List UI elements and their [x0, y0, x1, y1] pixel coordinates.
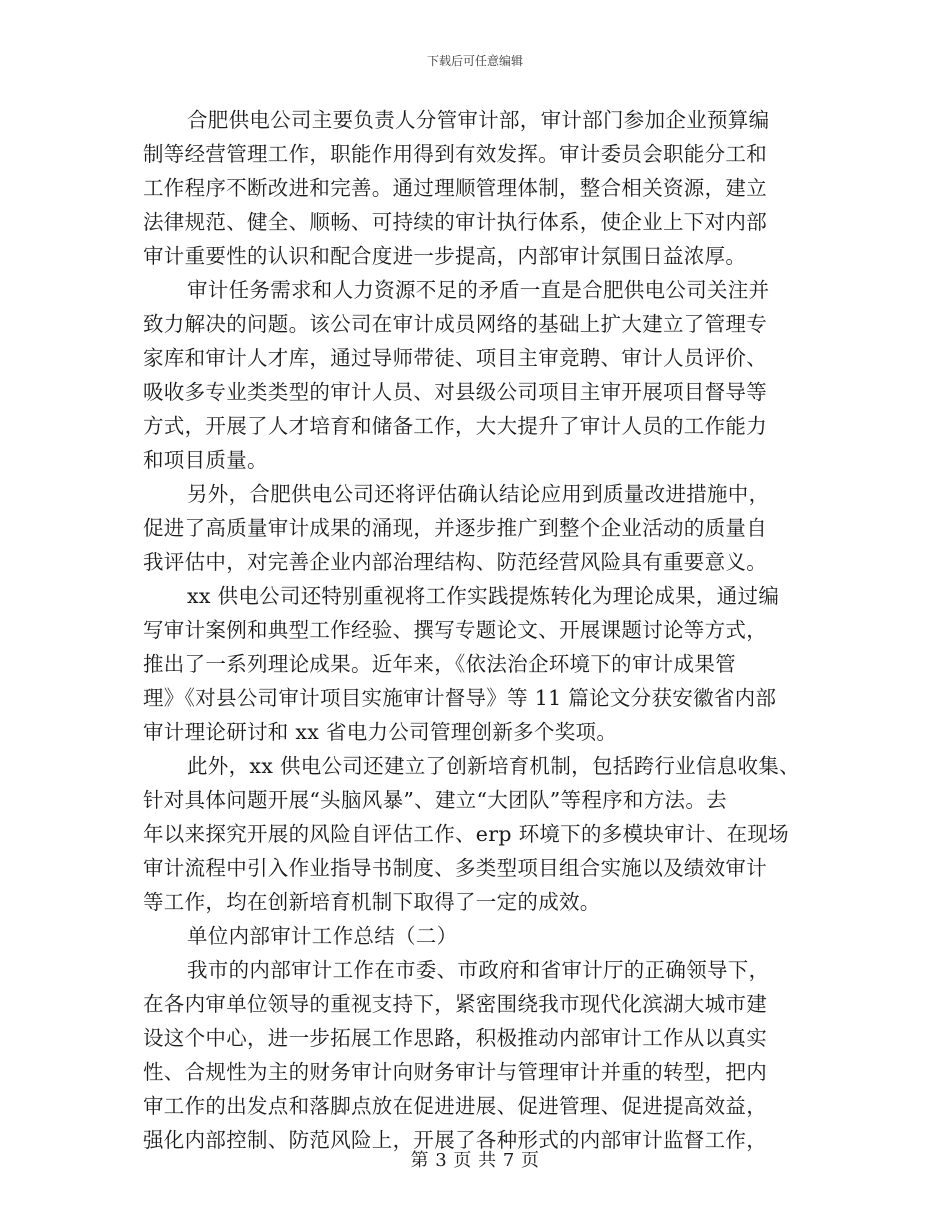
document-body: [143, 103, 808, 1157]
paragraph-line: 我评估中，对完善企业内部治理结构、防范经营风险具有重要意义。: [143, 550, 767, 574]
paragraph-line: 年以来探究开展的风险自评估工作、erp 环境下的多模块审计、在现场: [143, 822, 789, 846]
paragraph-line: 审工作的出发点和落脚点放在促进进展、促进管理、促进提高效益，: [143, 1094, 767, 1118]
paragraph-line: 家库和审计人才库，通过导师带徒、项目主审竞聘、审计人员评价、: [143, 346, 767, 370]
paragraph-line: 等工作，均在创新培育机制下取得了一定的成效。: [143, 890, 601, 914]
paragraph-line: 针对具体问题开展“头脑风暴”、建立“大团队”等程序和方法。去: [143, 788, 727, 812]
paragraph-line: 写审计案例和典型工作经验、撰写专题论文、开展课题讨论等方式，: [143, 618, 767, 642]
paragraph-line: 促进了高质量审计成果的涌现，并逐步推广到整个企业活动的质量自: [143, 516, 767, 540]
paragraph-first-line: 审计任务需求和人力资源不足的矛盾一直是合肥供电公司关注并: [187, 278, 770, 302]
paragraph-first-line: 我市的内部审计工作在市委、市政府和省审计厅的正确领导下，: [187, 958, 770, 982]
paragraph-line: 强化内部控制、防范风险上，开展了各种形式的内部审计监督工作，: [143, 1128, 767, 1152]
paragraph-line: 审计流程中引入作业指导书制度、多类型项目组合实施以及绩效审计: [143, 856, 767, 880]
paragraph-first-line: 合肥供电公司主要负责人分管审计部，审计部门参加企业预算编: [187, 108, 770, 132]
paragraph-first-line: 另外，合肥供电公司还将评估确认结论应用到质量改进措施中，: [187, 482, 770, 506]
paragraph-line: 法律规范、健全、顺畅、可持续的审计执行体系，使企业上下对内部: [143, 210, 767, 234]
paragraph-line: 制等经营管理工作，职能作用得到有效发挥。审计委员会职能分工和: [143, 142, 767, 166]
paragraph-line: 设这个中心，进一步拓展工作思路，积极推动内部审计工作从以真实: [143, 1026, 767, 1050]
paragraph-first-line: 此外，xx 供电公司还建立了创新培育机制，包括跨行业信息收集、: [187, 754, 800, 778]
paragraph-line: 致力解决的问题。该公司在审计成员网络的基础上扩大建立了管理专: [143, 312, 767, 336]
paragraph-line: 在各内审单位领导的重视支持下，紧密围绕我市现代化滨湖大城市建: [143, 992, 767, 1016]
paragraph-line: 审计重要性的认识和配合度进一步提高，内部审计氛围日益浓厚。: [143, 244, 747, 268]
paragraph-line: 吸收多专业类类型的审计人员、对县级公司项目主审开展项目督导等: [143, 380, 767, 404]
paragraph-first-line: 单位内部审计工作总结（二）: [187, 924, 458, 948]
paragraph-line: 和项目质量。: [143, 448, 268, 472]
paragraph-line: 工作程序不断改进和完善。通过理顺管理体制，整合相关资源，建立: [143, 176, 767, 200]
paragraph-line: 方式，开展了人才培育和储备工作，大大提升了审计人员的工作能力: [143, 414, 767, 438]
paragraph-line: 性、合规性为主的财务审计向财务审计与管理审计并重的转型，把内: [143, 1060, 767, 1084]
paragraph-line: 审计理论研讨和 xx 省电力公司管理创新多个奖项。: [143, 720, 618, 744]
paragraph-first-line: xx 供电公司还特别重视将工作实践提炼转化为理论成果，通过编: [187, 584, 780, 608]
paragraph-line: 推出了一系列理论成果。近年来，《依法治企环境下的审计成果管: [143, 652, 736, 676]
page-number: 第 3 页 共 7 页: [410, 1150, 540, 1171]
page-header-note: 下载后可任意编辑: [426, 54, 523, 68]
paragraph-line: 理》《对县公司审计项目实施审计督导》等 11 篇论文分获安徽省内部: [143, 686, 777, 710]
